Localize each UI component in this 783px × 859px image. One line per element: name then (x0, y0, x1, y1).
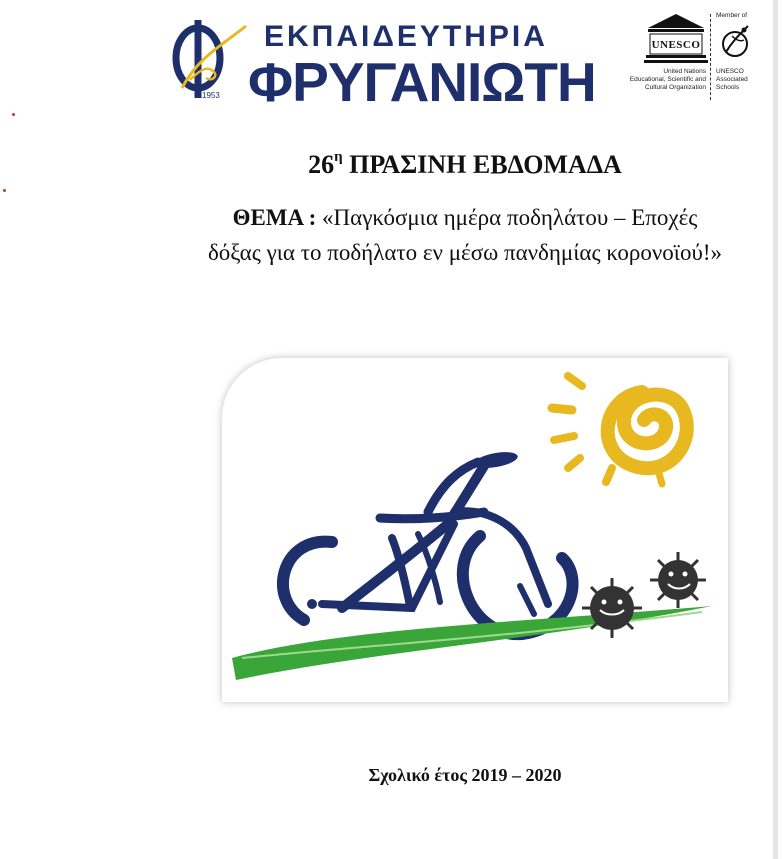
bicycle-hub-icon (307, 599, 317, 609)
title-number: 26 (308, 150, 335, 179)
unesco-block (629, 12, 780, 104)
virus-icon (582, 578, 642, 638)
sun-icon (552, 376, 687, 484)
school-year: Σχολικό έτος 2019 – 2020 (368, 765, 562, 785)
bicycle-artwork (222, 358, 728, 702)
title-superscript: η (334, 149, 343, 165)
bicycle-icon (283, 449, 573, 634)
bicycle-illustration (222, 358, 728, 702)
school-founded-year: 1953 (202, 91, 220, 100)
stray-dot (12, 113, 15, 116)
theme-text: «Παγκόσμια ημέρα ποδηλάτου – Εποχές δόξας για το ποδήλατο εν μέσω πανδημίας κορονοϊού!» (207, 205, 723, 265)
page-title (0, 150, 783, 180)
member-caption: UNESCO Associated Schools (716, 68, 748, 91)
unesco-logo-text: UNESCO (651, 39, 701, 51)
associated-schools-icon (718, 22, 752, 62)
theme-label: ΘΕΜΑ : (232, 205, 317, 230)
member-of-label: Member of (716, 12, 748, 19)
theme (205, 200, 725, 270)
unesco-caption: United Nations Educational, Scientific and Cultural Organization (629, 68, 706, 91)
unesco-divider (710, 14, 711, 100)
virus-icon (650, 552, 706, 608)
school-name-line2: ΦΡΥΓΑΝΙΩΤΗ (248, 51, 596, 113)
stray-dot (3, 189, 6, 192)
unesco-temple-icon (644, 12, 708, 66)
title-text: ΠΡΑΣΙΝΗ ΕΒΔΟΜΑΔΑ (349, 150, 622, 179)
school-logo (168, 18, 628, 113)
school-name-line1: ΕΚΠΑΙΔΕΥΤΗΡΙΑ (264, 20, 548, 53)
